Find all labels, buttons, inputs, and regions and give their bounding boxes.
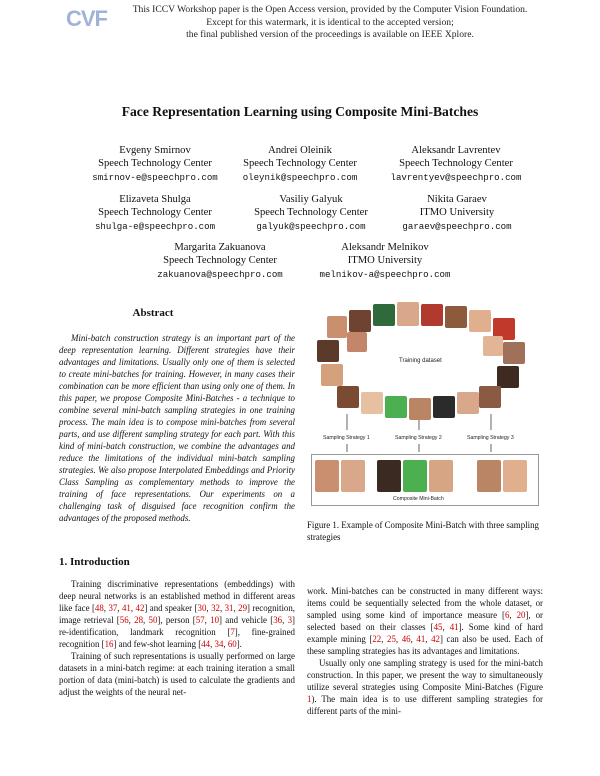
author-name: Margarita Zakuanova [174, 242, 266, 253]
citation-link[interactable]: 7 [230, 627, 235, 637]
author-block [371, 144, 541, 184]
intro-body [59, 578, 295, 698]
batch-face-image [377, 460, 401, 492]
citation-link[interactable]: 30 [197, 603, 207, 613]
figure-composite-mini-batch [307, 302, 543, 514]
batch-face-image [315, 460, 339, 492]
composite-mini-batch-label: Composite Mini-Batch [393, 496, 444, 502]
author-email: garaev@speechpro.com [402, 220, 512, 232]
figure-caption: Figure 1. Example of Composite Mini-Batch with three sampling strategies [307, 520, 539, 542]
citation-link[interactable]: 34 [214, 639, 224, 649]
abstract-text: Mini-batch construction strategy is an important part of the deep representation learning. Different strategies have their advantages and limitations. Usually only one of them is selected to create mini-batches for training. However, in many cases their combination can be more efficient than using only one of them. In this paper, we propose Composite Mini-Batches - a technique to combine several mini-batch sampling strategies in one training process. The main idea is to compose mini-batches from several parts, and use different sampling strategy for each part. With this kind of mini-batch construction, we combine the advantages and reduce the limitations of the individual mini-batch sampling strategies. We also propose Interpolated Embeddings and Priority Class Sampling as complementary methods to improve the training of face representations. Our experiments on a challenging task of disguised face recognition confirm the advantages of the proposed methods. [59, 333, 295, 523]
citation-link[interactable]: 25 [387, 634, 396, 644]
batch-face-image [403, 460, 427, 492]
author-name: Aleksandr Lavrentev [411, 145, 501, 156]
author-name: Andrei Oleinik [268, 145, 332, 156]
strategy-3-label: Sampling Strategy 3 [467, 435, 514, 441]
cvf-logo [66, 6, 106, 34]
cvf-logo-text: CVF [66, 6, 107, 31]
author-email: lavrentyev@speechpro.com [390, 171, 522, 183]
batch-face-image [341, 460, 365, 492]
author-affiliation: Speech Technology Center [399, 158, 513, 170]
author-block [135, 241, 305, 281]
paper-title: Face Representation Learning using Composite Mini-Batches [121, 104, 479, 119]
citation-link[interactable]: 48 [94, 603, 104, 613]
author-block [372, 193, 542, 233]
citation-link[interactable]: 45 [433, 622, 443, 632]
author-name: Aleksandr Melnikov [341, 242, 429, 253]
author-affiliation: Speech Technology Center [163, 255, 277, 267]
citation-link[interactable]: 22 [372, 634, 382, 644]
citation-link[interactable]: 44 [201, 639, 211, 649]
author-email: zakuanova@speechpro.com [157, 268, 283, 280]
author-email: melnikov-a@speechpro.com [319, 268, 451, 280]
section-heading-introduction: 1. Introduction [59, 556, 130, 568]
author-email: oleynik@speechpro.com [242, 171, 358, 183]
strategy-1-label: Sampling Strategy 1 [323, 435, 370, 441]
training-dataset-label: Training dataset [399, 358, 442, 364]
author-block [226, 193, 396, 233]
author-affiliation: Speech Technology Center [254, 207, 368, 219]
abstract-heading: Abstract [132, 307, 174, 319]
citation-link[interactable]: 29 [238, 603, 247, 613]
author-block [300, 241, 470, 281]
citation-link[interactable]: 1 [307, 694, 312, 704]
author-block [70, 193, 240, 233]
author-affiliation: Speech Technology Center [98, 207, 212, 219]
citation-link[interactable]: 31 [224, 603, 234, 613]
author-block [215, 144, 385, 184]
watermark-banner [120, 4, 540, 42]
citation-link[interactable]: 10 [210, 615, 220, 625]
citation-link[interactable]: 41 [121, 603, 131, 613]
banner-line: This ICCV Workshop paper is the Open Access version, provided by the Computer Vision Foundation. [132, 4, 528, 15]
citation-link[interactable]: 42 [431, 634, 440, 644]
intro-paragraph-2: Training of such representations is usually performed on large datasets in a mini-batch regime: at each training iteration a small portion of data (mini-batch) is used to calculate the gradients and adjust the weights of the neural net- [59, 651, 295, 697]
author-name: Vasiliy Galyuk [279, 194, 343, 205]
strategy-2-label: Sampling Strategy 2 [395, 435, 442, 441]
citation-link[interactable]: 41 [416, 634, 426, 644]
batch-face-image [429, 460, 453, 492]
author-name: Nikita Garaev [427, 194, 487, 205]
author-name: Evgeny Smirnov [119, 145, 191, 156]
batch-face-image [503, 460, 527, 492]
batch-face-image [477, 460, 501, 492]
citation-link[interactable]: 50 [148, 615, 158, 625]
citation-link[interactable]: 41 [449, 622, 459, 632]
author-affiliation: Speech Technology Center [243, 158, 357, 170]
author-affiliation: ITMO University [347, 255, 423, 267]
author-email: shulga-e@speechpro.com [94, 220, 216, 232]
banner-line: Except for this watermark, it is identical to the accepted version; [206, 16, 454, 28]
author-email: galyuk@speechpro.com [256, 220, 366, 232]
author-affiliation: ITMO University [419, 207, 495, 219]
citation-link[interactable]: 60 [227, 639, 237, 649]
citation-link[interactable]: 28 [134, 615, 144, 625]
right-column-body [307, 585, 543, 717]
right-paragraph-2: Usually only one sampling strategy is used for the mini-batch construction. In this paper, we present the way to simultaneously utilize several strategies using Composite Mini-Batches (Figure 1). The main idea is to use different sampling strategies for different parts of the mini- [307, 658, 543, 716]
banner-line: the final published version of the proceedings is available on IEEE Xplore. [186, 29, 474, 40]
author-email: smirnov-e@speechpro.com [92, 171, 218, 183]
citation-link[interactable]: 3 [287, 615, 293, 625]
citation-link[interactable]: 16 [104, 639, 114, 649]
citation-link[interactable]: 6 [504, 610, 510, 620]
intro-paragraph-1: Training discriminative representations (embeddings) with deep neural networks is an established method in different areas like face [48, 37, 41, 42] and speaker [30, 32, 31, 29] recognition, image retrieval [56, 28, 50], person [57, 10] and vehicle [36, 3] re-identification, landmark recognition [7], fine-grained recognition [16] and few-shot learning [44, 34, 60]. [59, 579, 296, 649]
citation-link[interactable]: 42 [135, 603, 145, 613]
citation-link[interactable]: 37 [108, 603, 118, 613]
author-name: Elizaveta Shulga [119, 194, 191, 205]
citation-link[interactable]: 46 [401, 634, 411, 644]
author-affiliation: Speech Technology Center [98, 158, 212, 170]
citation-link[interactable]: 56 [119, 615, 129, 625]
citation-link[interactable]: 32 [211, 603, 220, 613]
right-paragraph-1: work. Mini-batches can be constructed in many different ways: items could be sequentially selected from the whole dataset, or sampled using some kind of importance measure [6, 20], or selected based on their classes [45, 41]. Some kind of hard example mining [22, 25, 46, 41, 42] can also be used. Each of these sampling strategies has its advantages and limitations. [307, 586, 544, 656]
citation-link[interactable]: 57 [195, 615, 205, 625]
citation-link[interactable]: 20 [516, 610, 526, 620]
citation-link[interactable]: 36 [273, 615, 283, 625]
